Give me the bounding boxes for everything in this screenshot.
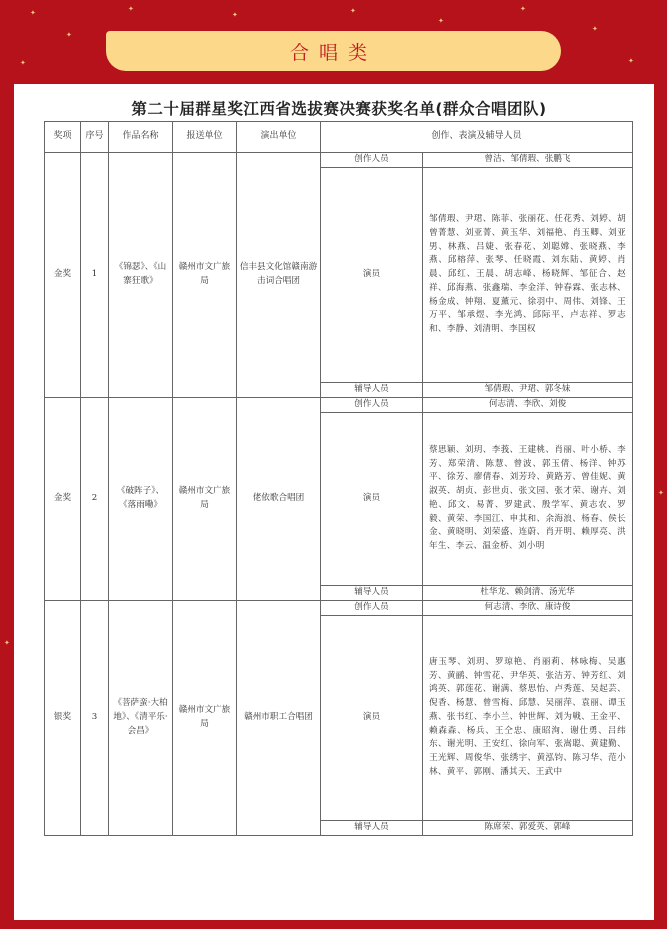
creators-cell: 何志清、李欣、刘俊 [423,398,633,413]
unit-cell: 赣州市文广旅局 [173,152,237,397]
document-title: 第二十届群星奖江西省选拔赛决赛获奖名单(群众合唱团队) [131,100,547,118]
actors-cell: 蔡思颖、刘玥、李莪、王建桃、肖丽、叶小桥、李芳、郑荣清、陈慧、曾波、郭玉倩、杨洋、钟苏平、徐芳、廖倩春、刘芳玲、黄路芳、曾佳妮、黄淑英、胡贞、彭世贞、张文园、张才荣、谢卉、刘艳、邱文、易菁、罗建武、殷学军、黄志农、罗毅、黄荣、李国江、申其和、余海浪、杨春、侯长金、黄晓明、刘荣盛、连蔚、肖开明、赖厚亮、洪年生、李云、温金桥、刘小明 [423,413,633,585]
sparkle-decoration: ✦ [128,5,134,13]
number-cell: 2 [81,398,109,600]
sparkle-decoration: ✦ [438,17,444,25]
tutors-label: 辅导人员 [321,383,423,398]
creators-cell: 曾洁、邹倩瑕、张鹏飞 [423,152,633,167]
table-row [45,152,633,167]
table-header-row [45,122,633,153]
work-cell: 《菩萨蛮·大柏地》、《清平乐·会昌》 [109,600,173,835]
category-banner [106,31,561,71]
actors-cell: 邹倩瑕、尹珺、陈菲、张丽花、任花秀、刘婷、胡曾菁慧、刘亚菁、黄玉华、刘福艳、肖玉卿、刘亚男、林燕、吕婕、张春花、刘聪嫦、张晓燕、李燕、邱榕萍、张琴、任晓霞、刘东陆、黄婷、肖晨、邱红、王晨、胡志峰、杨晓辉、邹征合、赵祥、邱海燕、张鑫瑞、李金洋、钟春霖、张志林、杨金成、钟翔、夏薰元、徐羽中、周伟、刘锋、王万平、邹承煜、李光鸿、邱际平、卢志祥、罗志和、李静、刘清明、李国权 [423,167,633,382]
header-credits: 创作、表演及辅导人员 [321,122,633,153]
sparkle-decoration: ✦ [20,59,26,67]
tutors-label: 辅导人员 [321,820,423,835]
creators-label: 创作人员 [321,152,423,167]
creators-label: 创作人员 [321,398,423,413]
award-cell: 金奖 [45,398,81,600]
work-cell: 《破阵子》、《落雨嘞》 [109,398,173,600]
performer-cell: 信丰县文化馆赣南游击词合唱团 [237,152,321,397]
sparkle-decoration: ✦ [520,5,526,13]
header-number: 序号 [81,122,109,153]
creators-label: 创作人员 [321,600,423,615]
sparkle-decoration: ✦ [232,11,238,19]
tutors-cell: 杜华龙、赖剑清、汤光华 [423,585,633,600]
performer-cell: 赣州市职工合唱团 [237,600,321,835]
award-cell: 银奖 [45,600,81,835]
document-sheet [14,84,654,920]
sparkle-decoration: ✦ [66,31,72,39]
tutors-label: 辅导人员 [321,585,423,600]
header-award: 奖项 [45,122,81,153]
actors-label: 演员 [321,167,423,382]
performer-cell: 佬依歌合唱团 [237,398,321,600]
tutors-cell: 邹倩瑕、尹珺、郭冬妹 [423,383,633,398]
sparkle-decoration: ✦ [350,7,356,15]
category-title: 合唱类 [289,41,377,64]
award-table [44,121,633,836]
sparkle-decoration: ✦ [30,9,36,17]
table-row [45,398,633,413]
number-cell: 3 [81,600,109,835]
sparkle-decoration: ✦ [4,639,10,647]
unit-cell: 赣州市文广旅局 [173,600,237,835]
table-row [45,600,633,615]
actors-label: 演员 [321,413,423,585]
sparkle-decoration: ✦ [592,25,598,33]
award-cell: 金奖 [45,152,81,397]
actors-label: 演员 [321,615,423,820]
number-cell: 1 [81,152,109,397]
creators-cell: 何志清、李欣、康诗俊 [423,600,633,615]
header-unit: 报送单位 [173,122,237,153]
header-performer: 演出单位 [237,122,321,153]
header-work: 作品名称 [109,122,173,153]
sparkle-decoration: ✦ [658,489,664,497]
tutors-cell: 陈席荣、郭爱英、郭峰 [423,820,633,835]
sparkle-decoration: ✦ [628,57,634,65]
work-cell: 《锦瑟》、《山寨狂歌》 [109,152,173,397]
unit-cell: 赣州市文广旅局 [173,398,237,600]
actors-cell: 唐玉琴、刘玥、罗琼艳、肖丽莉、林咏梅、吴惠芳、黄鹂、钟雪花、尹华英、张洁芳、钟芳红、刘鸿英、郭莲花、谢满、蔡思怡、卢秀莲、吴起芸、倪香、杨慧、曾雪梅、邱慧、吴丽萍、袁丽、谭玉燕、张书红、李小兰、钟世辉、刘为戦、王金平、赖森森、杨兵、王仝忠、康昭洵、谢仕勇、吕纬东、谢光明、王安红、徐向军、张嵩聪、黄建勤、王光辉、周俊华、张绣宇、黄泓钧、陈习华、范小林、黄平、郭刚、潘其天、王武中 [423,615,633,820]
